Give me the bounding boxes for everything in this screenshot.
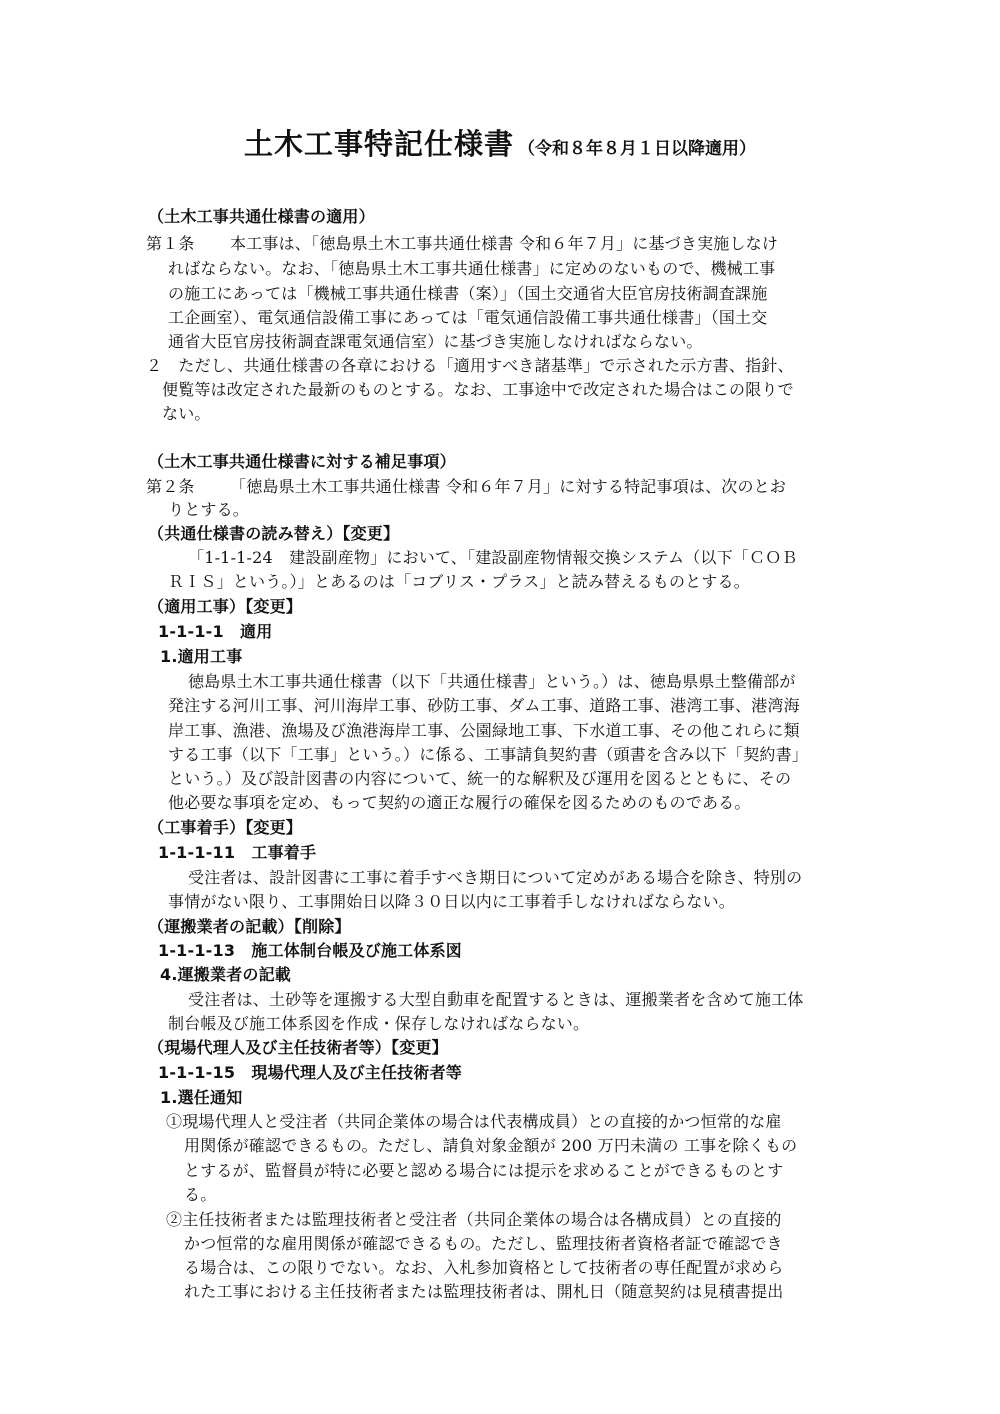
article-1-first-line (146, 232, 778, 256)
list-item-line: れた工事における主任技術者または監理技術者は、開札日（随意契約は見積書提出 (184, 1282, 784, 1301)
list-item-line: かつ恒常的な雇用関係が確認できるもの。ただし、監理技術者資格者証で確認でき (184, 1234, 783, 1253)
section-text-line: する工事（以下「工事」という。）に係る、工事請負契約書（頭書を含み以下「契約書」 (168, 745, 809, 764)
section-text-line: という。）及び設計図書の内容について、統一的な解釈及び運用を図るとともに、その (168, 769, 792, 788)
list-item-line: ②主任技術者または監理技術者と受注者（共同企業体の場合は各構成員）との直接的 (166, 1210, 782, 1229)
list-item-line: ①現場代理人と受注者（共同企業体の場合は代表構成員）との直接的かつ恒常的な雇 (166, 1112, 782, 1131)
section-text-line: 受注者は、土砂等を運搬する大型自動車を配置するときは、運搬業者を含めて施工体 (188, 990, 804, 1009)
article-1-text-line: の施工にあっては「機械工事共通仕様書（案）」（国土交通省大臣官房技術調査課施 (168, 284, 768, 303)
article-2-first-line (146, 475, 786, 499)
section-heading: （現場代理人及び主任技術者等）【変更】 (148, 1038, 448, 1057)
list-item-line: る。 (184, 1185, 217, 1204)
list-item-line: 用関係が確認できるもの。ただし、請負対象金額が 200 万円未満の 工事を除くもの (184, 1136, 798, 1155)
article-2-heading: （土木工事共通仕様書に対する補足事項） (148, 452, 456, 471)
article-1-text-line: 通省大臣官房技術調査課電気通信室）に基づき実施しなければならない。 (168, 332, 703, 351)
article-2-label: 第２条 (146, 477, 195, 496)
section-text-line: 他必要な事項を定め、もって契約の適正な履行の確保を図るためのものである。 (168, 793, 751, 812)
list-item-line: る場合は、この限りでない。なお、入札参加資格として技術者の専任配置が求めら (184, 1258, 784, 1277)
article-1-para2-line: ない。 (162, 404, 211, 423)
article-1-heading: （土木工事共通仕様書の適用） (148, 207, 375, 226)
section-heading: （工事着手）【変更】 (148, 818, 303, 837)
section-text-line: 「1-1-1-24 建設副産物」において、「建設副産物情報交換システム（以下「ＣＯＢ (188, 548, 798, 567)
section-text-line: 徳島県土木工事共通仕様書（以下「共通仕様書」という。）は、徳島県県土整備部が (188, 672, 796, 691)
article-1-label: 第１条 (146, 234, 195, 253)
section-text-line: 制台帳及び施工体系図を作成・保存しなければならない。 (168, 1014, 590, 1033)
clause-heading: 1-1-1-15 現場代理人及び主任技術者等 (158, 1063, 462, 1082)
section-heading: （運搬業者の記載）【削除】 (148, 917, 351, 936)
article-1-text-line: 工企画室）、電気通信設備工事にあっては「電気通信設備工事共通仕様書」（国土交 (168, 308, 768, 327)
article-1-para2-line: ２ ただし、共通仕様書の各章における「適用すべき諸基準」で示された示方書、指針、 (146, 356, 794, 375)
item-heading: 1.選任通知 (160, 1088, 243, 1107)
clause-heading: 1-1-1-11 工事着手 (158, 843, 317, 862)
article-1-para2-line: 便覧等は改定された最新のものとする。なお、工事途中で改定された場合はこの限りで (162, 380, 794, 399)
section-text-line: 発注する河川工事、河川海岸工事、砂防工事、ダム工事、道路工事、港湾工事、港湾海 (168, 696, 800, 715)
document-title-block (0, 122, 1000, 163)
section-text-line: 事情がない限り、工事開始日以降３０日以内に工事着手しなければならない。 (168, 892, 736, 911)
document-subtitle: （令和８年８月１日以降適用） (518, 139, 756, 159)
section-heading: （適用工事）【変更】 (148, 597, 303, 616)
clause-heading: 1-1-1-1 適用 (158, 622, 273, 641)
item-heading: 1.適用工事 (160, 647, 243, 666)
article-2-text-line: 「徳島県土木工事共通仕様書 令和６年７月」に対する特記事項は、次のとお (230, 477, 787, 496)
section-text-line: ＲＩＳ」という。）」とあるのは「コブリス・プラス」と読み替えるものとする。 (168, 572, 750, 591)
article-2-text-line: りとする。 (168, 500, 250, 519)
clause-heading: 1-1-1-13 施工体制台帳及び施工体系図 (158, 941, 462, 960)
document-title: 土木工事特記仕様書 (243, 127, 514, 161)
article-1-text-line: 本工事は、「徳島県土木工事共通仕様書 令和６年７月」に基づき実施しなけ (230, 234, 779, 253)
article-1-text-line: ればならない。なお、「徳島県土木工事共通仕様書」に定めのないもので、機械工事 (168, 259, 776, 278)
section-text-line: 岸工事、漁港、漁場及び漁港海岸工事、公園緑地工事、下水道工事、その他これらに類 (168, 721, 800, 740)
section-text-line: 受注者は、設計図書に工事に着手すべき期日について定めがある場合を除き、特別の (188, 868, 803, 887)
item-heading: 4.運搬業者の記載 (160, 965, 292, 984)
list-item-line: とするが、監督員が特に必要と認める場合には提示を求めることができるものとす (184, 1161, 784, 1180)
section-heading: （共通仕様書の読み替え）【変更】 (148, 524, 400, 543)
